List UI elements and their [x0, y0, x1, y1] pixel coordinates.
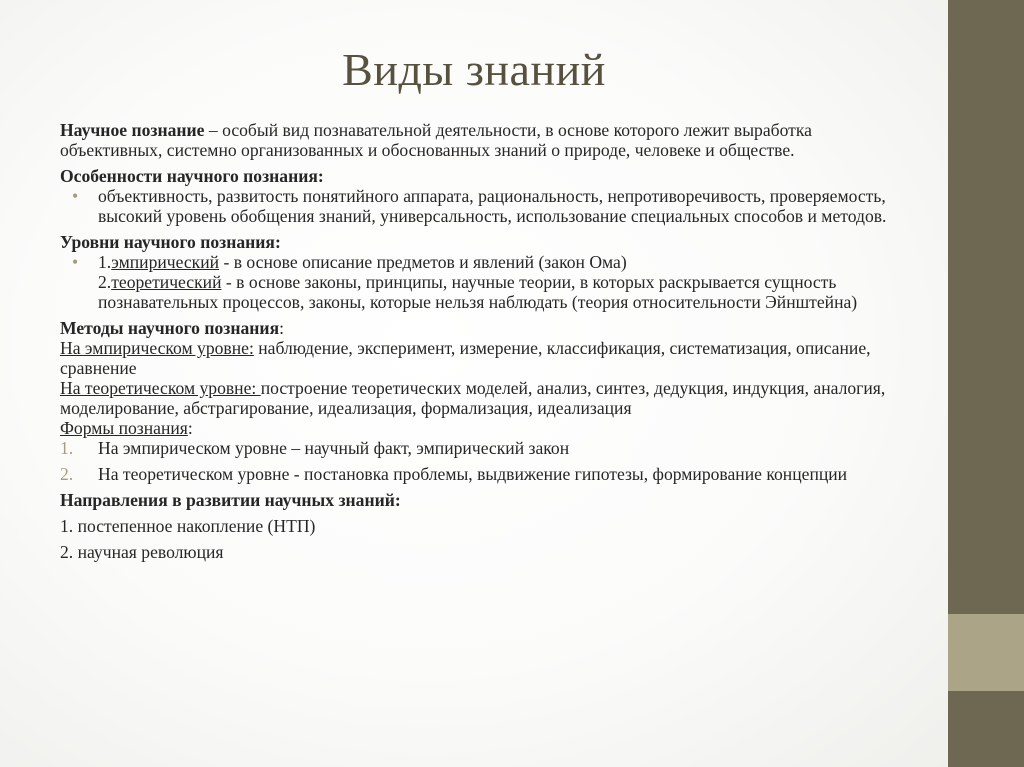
bullet-icon: •	[72, 186, 79, 206]
level-item-empirical	[98, 252, 900, 272]
methods-theoretical-label: На теоретическом уровне:	[60, 378, 261, 398]
forms-heading-text: Формы познания	[60, 418, 188, 438]
features-text: объективность, развитость понятийного аппарата, рациональность, непротиворечивость, проверяемость, высокий уровень обобщения знаний, универсальность, использование специальных способов и методов.	[98, 186, 887, 226]
level-item-theoretical	[98, 272, 900, 312]
bullet-icon: •	[72, 252, 79, 272]
methods-empirical-label: На эмпирическом уровне:	[60, 338, 254, 358]
features-heading: Особенности научного познания:	[60, 166, 324, 186]
levels-bullet	[60, 252, 900, 312]
decorative-sidebar-band	[948, 614, 1024, 691]
methods-heading	[60, 318, 900, 338]
level-text-theoretical: - в основе законы, принципы, научные теории, в которых раскрывается сущность познавательных процессов, законы, которые нельзя наблюдать (теория относительности Эйнштейна)	[98, 272, 858, 312]
forms-item	[60, 438, 900, 458]
definition-paragraph	[60, 120, 900, 160]
level-item-number: 1.	[98, 252, 112, 272]
slide-content	[60, 120, 900, 568]
forms-heading	[60, 418, 900, 438]
level-term-empirical: эмпирический	[111, 252, 220, 272]
level-term-theoretical: теоретический	[111, 272, 222, 292]
levels-heading: Уровни научного познания:	[60, 232, 281, 252]
forms-item	[60, 464, 900, 484]
methods-theoretical	[60, 378, 900, 418]
methods-heading-suffix: :	[279, 318, 284, 338]
definition-term: Научное познание	[60, 120, 205, 140]
directions-heading: Направления в развитии научных знаний:	[60, 490, 401, 510]
methods-heading-text: Методы научного познания	[60, 318, 280, 338]
level-text-empirical: - в основе описание предметов и явлений (закон Ома)	[219, 252, 627, 272]
forms-heading-suffix: :	[187, 418, 193, 438]
level-item-number: 2.	[98, 272, 112, 292]
slide-title: Виды знаний	[342, 44, 606, 95]
methods-empirical	[60, 338, 900, 378]
forms-item-text: На теоретическом уровне - постановка проблемы, выдвижение гипотезы, формирование концепции	[98, 464, 848, 484]
definition-text: – особый вид познавательной деятельности, в основе которого лежит выработка объективных, системно организованных и обоснованных знаний о природе, человеке и обществе.	[60, 120, 812, 160]
directions-line: 1. постепенное накопление (НТП)	[60, 516, 316, 536]
forms-item-number: 2.	[60, 464, 74, 484]
features-bullet	[60, 186, 900, 226]
methods-empirical-text: наблюдение, эксперимент, измерение, классификация, систематизация, описание, сравнение	[60, 338, 871, 378]
directions-line: 2. научная революция	[60, 542, 224, 562]
forms-item-text: На эмпирическом уровне – научный факт, эмпирический закон	[98, 438, 570, 458]
forms-item-number: 1.	[60, 438, 74, 458]
methods-theoretical-text: построение теоретических моделей, анализ, синтез, дедукция, индукция, аналогия, моделирование, абстрагирование, идеализация, формализация, идеализация	[60, 378, 886, 418]
